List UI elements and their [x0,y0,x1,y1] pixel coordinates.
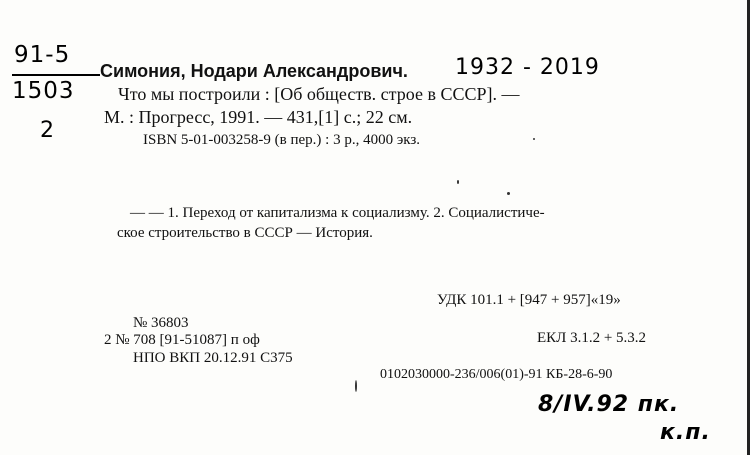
call-number-top: 91-5 [14,42,71,68]
udk-index: УДК 101.1 + [947 + 957]«19» [437,292,621,308]
handwritten-initials: к.п. [660,420,711,445]
order-line: 2 № 708 [91-51087] п оф [104,332,260,348]
imprint-line: М. : Прогресс, 1991. — 431,[1] с.; 22 см. [104,107,413,127]
scan-speck [355,380,357,392]
isbn-line: ISBN 5-01-003258-9 (в пер.) : 3 р., 4000 экз. [143,132,421,148]
title-line: Что мы построили : [Об обществ. строе в СССР]. — [118,84,520,104]
author-heading: Симония, Нодари Александрович. [100,61,408,81]
npo-line: НПО ВКП 20.12.91 С375 [133,350,293,366]
registration-number: № 36803 [133,315,189,331]
handwritten-date: 8/IV.92 пк. [538,392,680,417]
printing-code: 0102030000-236/006(01)-91 КБ-28-6-90 [380,367,613,382]
call-number-bottom: 1503 [12,78,75,104]
scan-speck [507,192,510,195]
call-number-divider [12,74,100,76]
handwritten-marker: 2 [40,118,55,143]
scan-speck [533,138,535,140]
author-life-years: 1932 - 2019 [455,55,600,80]
ekl-index: ЕКЛ 3.1.2 + 5.3.2 [537,330,647,346]
scan-speck [457,180,459,184]
subjects-line-2: ское строительство в СССР — История. [117,225,373,241]
subjects-line-1: — — 1. Переход от капитализма к социализму. 2. Социалистиче- [130,205,545,221]
